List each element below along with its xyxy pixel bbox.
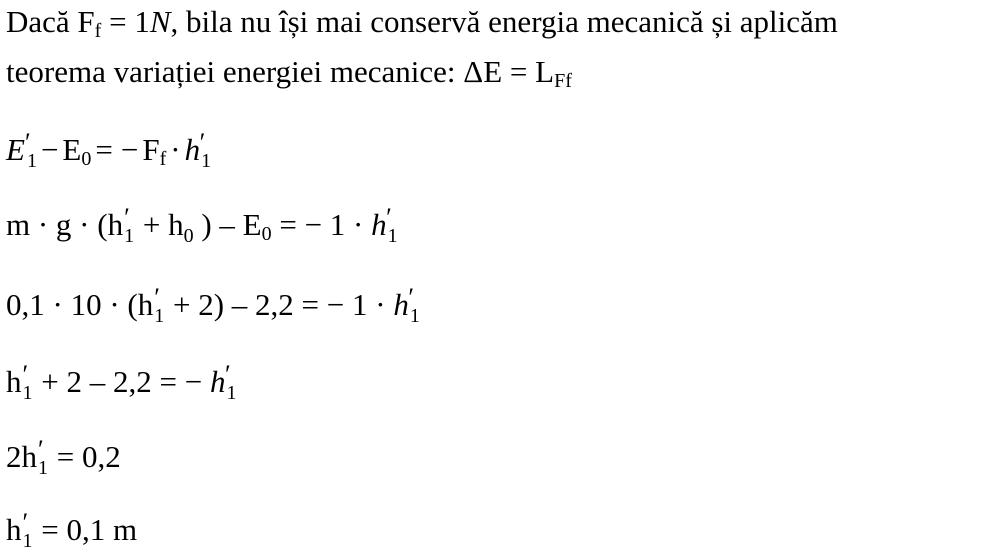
subscript: 1: [124, 225, 135, 247]
operator: −: [40, 132, 59, 167]
math-variable: E: [6, 132, 25, 167]
text: ) – E: [193, 207, 262, 242]
text: teorema variației energiei mecanice: ΔE = L: [6, 54, 555, 89]
subscript: 1: [22, 382, 33, 404]
equation-1: [6, 130, 211, 174]
subscript: 0: [261, 223, 272, 245]
prime: ′: [124, 203, 130, 232]
text: + h: [135, 207, 184, 242]
text: =: [101, 4, 135, 39]
text: = − 1 ·: [271, 207, 372, 242]
prime: ′: [154, 283, 160, 312]
text: = 0,1 m: [33, 512, 138, 547]
text: Dacă F: [6, 4, 95, 39]
operator: =: [95, 132, 113, 167]
math-variable: N: [149, 4, 171, 39]
subscript: 1: [26, 150, 37, 172]
equation-3: [6, 285, 420, 329]
subscript: 1: [409, 305, 420, 327]
equation-2: [6, 205, 398, 249]
math-variable: h: [209, 364, 226, 399]
text: m · g · (h: [6, 207, 124, 242]
text: h: [6, 364, 22, 399]
operator: ·: [170, 132, 181, 167]
text: 2h: [6, 439, 37, 474]
operator: −: [120, 132, 139, 167]
prime: ′: [199, 128, 206, 157]
subscript: f: [94, 20, 102, 42]
math-variable: E: [62, 132, 82, 167]
subscript: 0: [183, 225, 194, 247]
text: = 0,2: [49, 439, 121, 474]
subscript: Ff: [554, 70, 572, 92]
prime: ′: [38, 435, 44, 464]
paragraph-line-1: [6, 2, 838, 46]
text: 0,1 · 10 · (h: [6, 287, 154, 322]
prime: ′: [386, 203, 392, 232]
text: , bila nu își mai conservă energia mecanică și aplicăm: [170, 4, 838, 39]
text: h: [6, 512, 22, 547]
text: 1: [134, 4, 150, 39]
math-variable: h: [184, 132, 201, 167]
subscript: 1: [154, 305, 165, 327]
math-variable: h: [371, 207, 387, 242]
subscript: 0: [81, 148, 92, 170]
math-variable: F: [142, 132, 160, 167]
prime: ′: [22, 360, 29, 389]
subscript: 1: [38, 457, 48, 479]
equation-5: [6, 437, 121, 481]
equation-4: [6, 362, 236, 406]
subscript: f: [159, 148, 167, 170]
math-variable: h: [393, 287, 409, 322]
paragraph-line-2: [6, 52, 572, 96]
subscript: 1: [387, 225, 398, 247]
prime: ′: [408, 283, 415, 312]
prime: ′: [224, 360, 231, 389]
subscript: 1: [201, 150, 212, 172]
text: + 2 – 2,2 = −: [33, 364, 210, 399]
equation-6: [6, 510, 137, 554]
subscript: 1: [226, 382, 237, 404]
prime: ′: [22, 508, 29, 537]
prime: ′: [25, 128, 31, 157]
subscript: 1: [22, 530, 33, 552]
text: + 2) – 2,2 = − 1 ·: [165, 287, 394, 322]
